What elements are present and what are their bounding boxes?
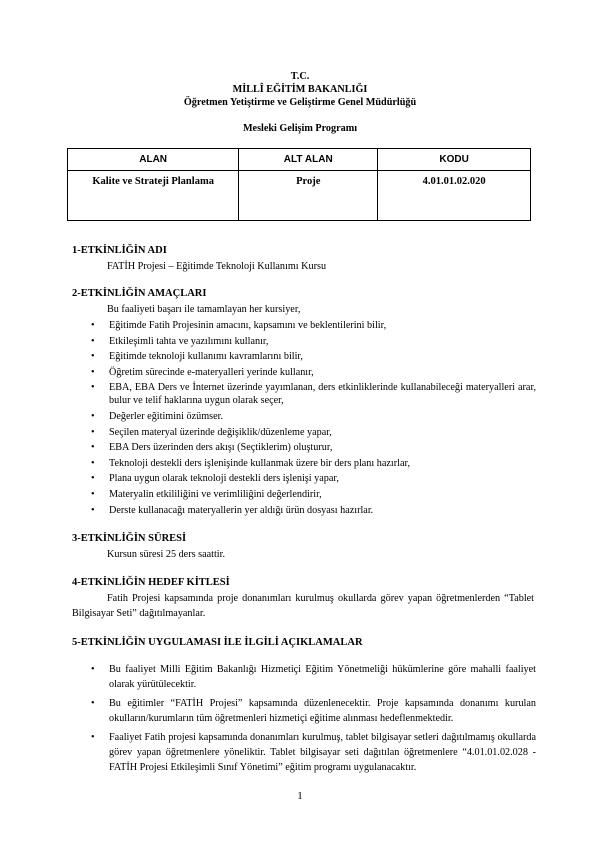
cell-alan: Kalite ve Strateji Planlama <box>68 171 239 221</box>
list-item: • Eğitimde teknoloji kullanımı kavramlarını bilir, <box>91 351 303 363</box>
implementation-notes-list <box>88 662 536 779</box>
list-item: • EBA Ders üzerinden ders akışı (Seçtiklerim) oluşturur, <box>91 442 333 454</box>
program-info-table <box>67 148 531 221</box>
list-item: • Etkileşimli tahta ve yazılımını kullanır, <box>91 335 269 347</box>
list-item: • Derste kullanacağı materyallerin yer aldığı ürün dosyası hazırlar. <box>91 504 374 516</box>
page-number: 1 <box>297 790 303 802</box>
section-4-text: Fatih Projesi kapsamında proje donanımları kurulmuş okullarda görev yapan öğretmenlerden “Tablet Bilgisayar Seti” dağıtılmayanlar. <box>72 593 534 619</box>
header-tc: T.C. <box>290 71 310 82</box>
section-1-text: FATİH Projesi – Eğitimde Teknoloji Kullanımı Kursu <box>107 261 327 272</box>
cell-kodu: 4.01.01.02.020 <box>378 171 531 221</box>
list-item: • Değerler eğitimini özümser. <box>91 410 224 422</box>
section-3-text: Kursun süresi 25 ders saattir. <box>107 549 225 560</box>
list-item: • Faaliyet Fatih projesi kapsamında donanımları kurulmuş, tablet bilgisayar setleri dağıtılmamış okullarda görev yapan öğretmenlere yöneliktir. Tablet bilgisayar seti dağıtılan öğretmenlere “4.01.01.02.028 - FATİH Projesi Etkileşimli Sınıf Yönetimi” eğitim programı uygulanacaktır. <box>91 732 536 773</box>
col-header-alt-alan: ALT ALAN <box>239 149 378 171</box>
col-header-kodu: KODU <box>378 149 531 171</box>
cell-alt-alan: Proje <box>239 171 378 221</box>
list-item: • Teknoloji destekli ders işlenişinde kullanmak üzere bir ders planı hazırlar, <box>91 457 411 469</box>
col-header-alan: ALAN <box>68 149 239 171</box>
list-item: • Seçilen materyal üzerinde değişiklik/düzenleme yapar, <box>91 426 332 438</box>
list-item: • Bu eğitimler “FATİH Projesi” kapsamında düzenlenecektir. Proje kapsamında donanımı kurulan okulların/kurumların tüm öğretmenleri hizmetiçi eğitime alınması hedeflenmektedir. <box>91 698 536 724</box>
list-item: • Materyalin etkililiğini ve verimliliğini değerlendirir, <box>91 488 322 500</box>
section-4-title: 4-ETKİNLİĞİN HEDEF KİTLESİ <box>72 577 230 588</box>
section-2-title: 2-ETKİNLİĞİN AMAÇLARI <box>72 288 207 299</box>
list-item: • Öğretim sürecinde e-materyalleri yerinde kullanır, <box>91 366 314 378</box>
section-2-intro: Bu faaliyeti başarı ile tamamlayan her kursiyer, <box>107 304 301 315</box>
list-item: • Plana uygun olarak teknoloji destekli ders işlenişi yapar, <box>91 473 339 485</box>
section-3-title: 3-ETKİNLİĞİN SÜRESİ <box>72 533 187 544</box>
section-1-title: 1-ETKİNLİĞİN ADI <box>72 245 167 256</box>
program-title: Mesleki Gelişim Programı <box>242 123 358 134</box>
list-item: • Eğitimde Fatih Projesinin amacını, kapsamını ve beklentilerini bilir, <box>91 320 387 331</box>
list-item: • EBA, EBA Ders ve İnternet üzerinde yayımlanan, ders etkinliklerinde kullanabileceği materyalleri arar, bulur ve telif haklarına uygun olarak seçer, <box>91 382 536 407</box>
list-item: • Bu faaliyet Milli Eğitim Bakanlığı Hizmetiçi Eğitim Yönetmeliği hükümlerine göre mahalli faaliyet olarak yürütülecektir. <box>91 664 536 690</box>
objectives-list <box>88 319 536 519</box>
header-directorate: Öğretmen Yetiştirme ve Geliştirme Genel Müdürlüğü <box>183 97 417 108</box>
section-5-title: 5-ETKİNLİĞİN UYGULAMASI İLE İLGİLİ AÇIKLAMALAR <box>72 637 363 648</box>
header-ministry: MİLLÎ EĞİTİM BAKANLIĞI <box>232 84 368 95</box>
